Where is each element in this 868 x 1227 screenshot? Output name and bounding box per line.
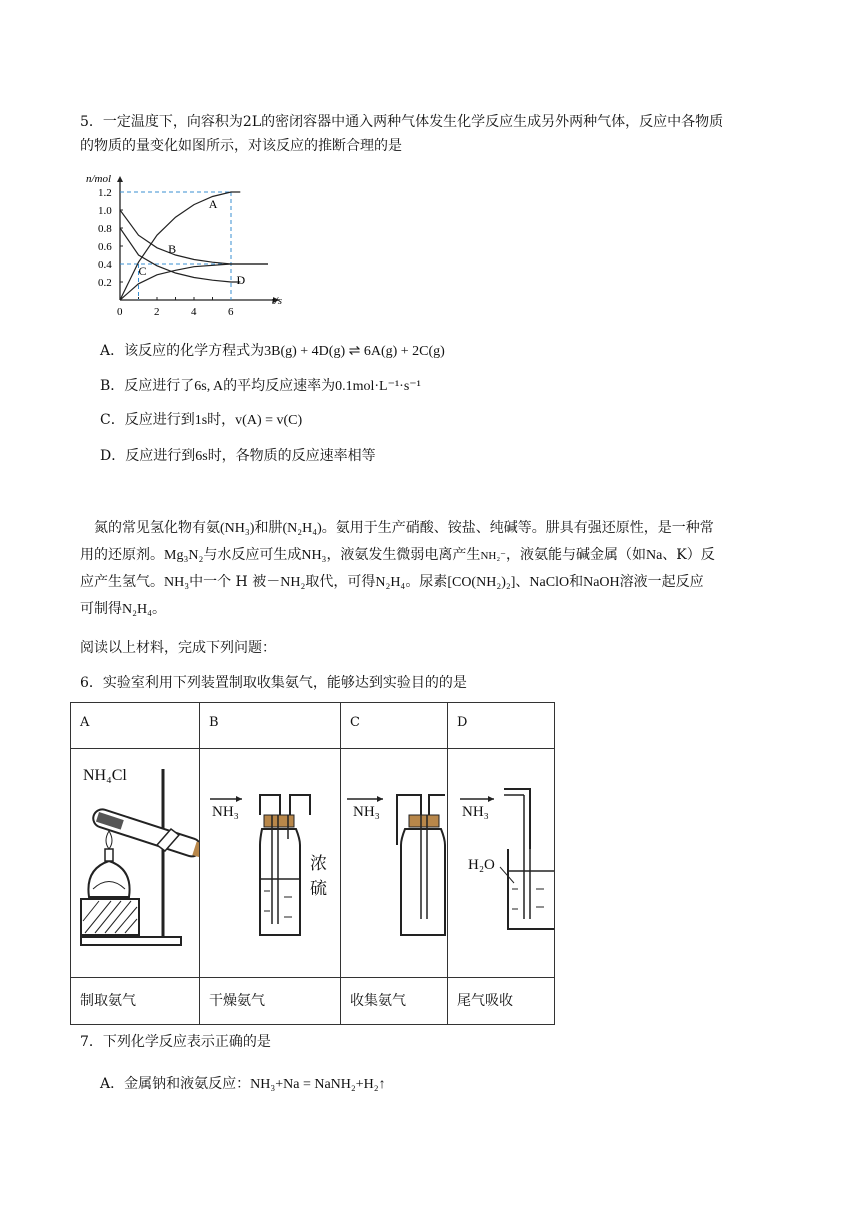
x-tick-label: 0 <box>117 306 123 318</box>
apparatus-c-image <box>341 749 448 978</box>
y-tick-label: 1.0 <box>98 205 112 217</box>
nh4cl-label: NH₄Cl <box>83 767 127 784</box>
collect-bottle-icon <box>341 749 447 977</box>
caption-a: 制取氨气 <box>71 978 200 1025</box>
y-axis-label: n/mol <box>86 173 112 185</box>
q5-option-c[interactable]: C．反应进行到1s时，v(A) = v(C) <box>100 412 303 428</box>
series-label-C: C <box>138 263 147 278</box>
q6-stem: 6．实验室利用下列装置制取收集氨气，能够达到实验目的的是 <box>80 675 467 691</box>
header-b[interactable]: B <box>200 703 341 749</box>
nh3-label-c: NH₃ <box>353 804 380 820</box>
absorb-beaker-icon <box>448 749 554 977</box>
wash-bottle-icon <box>200 749 340 977</box>
caption-b: 干燥氨气 <box>200 978 341 1025</box>
y-tick-label: 0.2 <box>98 277 112 289</box>
apparatus-a-image <box>71 749 200 978</box>
q5-stem-line1: 5．一定温度下，向容积为2L的密闭容器中通入两种气体发生化学反应生成另外两种气体，反应中各物质 <box>80 114 724 130</box>
nh3-label-d: NH₃ <box>462 804 489 820</box>
y-tick-label: 1.2 <box>98 187 112 199</box>
material-line1: 氮的常见氢化物有氨(NH₃)和肼(N₂H₄)。氨用于生产硝酸、铵盐、纯碱等。肼具有强还原性，是一种常 <box>94 520 714 536</box>
nh3-label-b: NH₃ <box>212 804 239 820</box>
y-tick-label: 0.8 <box>98 223 112 235</box>
q5-option-a[interactable]: A．该反应的化学方程式为3B(g) + 4D(g) ⇌ 6A(g) + 2C(g) <box>100 343 445 359</box>
conc-acid-label: 浓硫 <box>310 854 327 899</box>
apparatus-b-image <box>200 749 341 978</box>
caption-d: 尾气吸收 <box>448 978 555 1025</box>
q5-option-b[interactable]: B．反应进行了6s, A的平均反应速率为0.1mol·L⁻¹·s⁻¹ <box>100 378 421 394</box>
q7-option-a[interactable]: A．金属钠和液氨反应：NH₃+Na = NaNH₂+H₂↑ <box>100 1076 386 1092</box>
series-label-A: A <box>208 197 218 212</box>
x-tick-label: 4 <box>191 306 197 318</box>
y-tick-label: 0.6 <box>98 241 112 253</box>
q5-option-d[interactable]: D．反应进行到6s时，各物质的反应速率相等 <box>100 448 376 464</box>
x-tick-label: 6 <box>228 306 234 318</box>
material-line4: 可制得N₂H₄。 <box>80 601 166 617</box>
water-label: H₂O <box>468 857 495 873</box>
material-line2: 用的还原剂。Mg₃N₂与水反应可生成NH₃，液氨发生微弱电离产生NH₂⁻，液氨能与碱金属（如Na、K）反 <box>80 547 715 563</box>
heating-setup-icon <box>71 749 199 977</box>
caption-c: 收集氨气 <box>341 978 448 1025</box>
reaction-chart <box>80 168 300 320</box>
header-a[interactable]: A <box>71 703 200 749</box>
series-label-D: D <box>236 272 246 287</box>
series-label-B: B <box>168 242 177 257</box>
header-c[interactable]: C <box>341 703 448 749</box>
material-line3: 应产生氢气。NH₃中一个 H 被－NH₂取代，可得N₂H₄。尿素[CO(NH₂)₂]、NaClO和NaOH溶液一起反应 <box>80 574 704 590</box>
q5-stem-line2: 的物质的量变化如图所示，对该反应的推断合理的是 <box>80 138 402 154</box>
apparatus-table <box>70 702 555 1025</box>
apparatus-d-image <box>448 749 555 978</box>
header-d[interactable]: D <box>448 703 555 749</box>
x-axis-label: t/s <box>271 295 283 307</box>
y-axis-arrow <box>117 176 123 182</box>
x-tick-label: 2 <box>154 306 160 318</box>
q7-stem: 7．下列化学反应表示正确的是 <box>80 1034 271 1050</box>
read-note: 阅读以上材料，完成下列问题： <box>80 640 276 656</box>
y-tick-label: 0.4 <box>98 259 112 271</box>
